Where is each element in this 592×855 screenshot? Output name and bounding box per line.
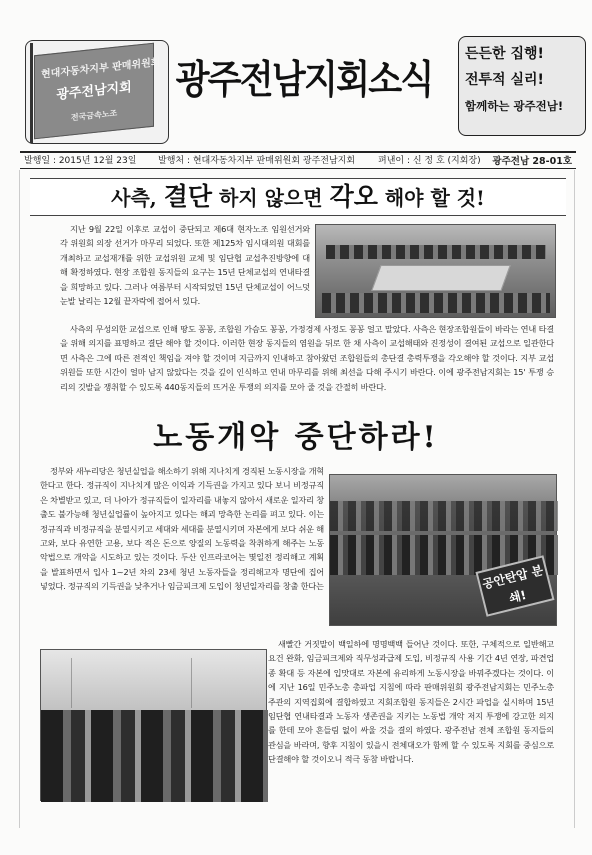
union-flag bbox=[34, 43, 161, 140]
flag-line-1: 현대자동차지부 판매위원회 bbox=[41, 57, 161, 81]
masthead bbox=[18, 34, 574, 144]
meeting-photo bbox=[315, 224, 556, 318]
slogan-2: 전투적 실리! bbox=[465, 72, 544, 88]
article-1-paragraph-1: 지난 9월 22일 이후로 교섭이 중단되고 제6대 현자노조 임원선거와 각 위원회 의장 선거가 마무리 되었다. 또한 제125차 임시대의원 대회를 개최하고 교섭재개를 위한 교섭위원 교체 및 임단협 교섭추진방향에 대해 확정하였다. 현장 조합원 동지들의 요구는 15년 단체교섭의 연내타결을 희망하고 있다. 그러나 여름부터 시작되었던 15년 단체교섭이 어느덧 눈발 날리는 12월 끝자락에 접어서 있다. bbox=[60, 224, 310, 307]
article-2-headline: 노동개악 중단하라! bbox=[153, 420, 439, 455]
headline-part-1: 사측, bbox=[111, 186, 157, 210]
article-1-paragraph-2: 사측의 무성의한 교섭으로 인해 땅도 꽁꽁, 조합원 가슴도 꽁꽁, 가정경제 사정도 꽁꽁 얼고 말았다. 사측은 현장조합원들이 바라는 연내 타결을 위해 의지를 표명하고 결단 해야 할 것이다. 이러한 현장 동지들의 염원을 뒤로 한 채 사측이 교섭해태와 진정성이 결여된 교섭으로 일관한다면 사측은 그에 따른 전적인 책임을 져야 할 것이며 지금까지 인내하고 참아왔던 조합원들의 총단결 총력투쟁을 각오해야 할 것이다. 지부 교섭위원들 또한 시간이 얼마 남지 않았다는 것을 깊이 인식하고 연내 마무리를 위해 최선을 다해 주시기 바란다. 이에 광주전남지회는 15' 투쟁 승리의 깃발을 쟁취할 수 있도록 440동지들의 뜨거운 투쟁의 의지를 모아 줄 것을 간절히 바란다. bbox=[60, 324, 554, 392]
pub-editor: 펴낸이 : 신 정 호 (지회장) bbox=[378, 156, 481, 166]
article-2-paragraph-2: 새빨간 거짓말이 백일하에 명명백백 들어난 것이다. 또한, 구체적으로 일반해고 요건 완화, 임금피크제와 직무성과급제 도입, 비정규직 사용 기간 4년 연장, 파견업종 확대 등 자본에 입맛대로 자본에 유리하게 노동시장을 바꿔주겠다는 것이다. 이에 지난 16일 민주노총 총파업 지침에 따라 판매위원회 광주전남지회는 민주노총 주관의 지역집회에 결합하였고 지회조합원 동지들은 2시간 파업을 실시하며 15년 임단협 연내타결과 노동자 생존권을 지키는 노동법 개악 저지 투쟁에 강고한 의지를 한데 모아 흔들림 없이 싸울 것을 결의 하였다. 광주전남 전체 조합원 동지들의 관심을 바라며, 향후 지침이 있을시 전체대오가 함께 할 수 있도록 지회를 중심으로 단결해야 할 것이오니 적극 동참 바랍니다. bbox=[268, 639, 554, 765]
street-march-photo bbox=[40, 649, 267, 801]
street-photo-tree bbox=[191, 658, 231, 708]
slogan-box bbox=[458, 36, 586, 136]
union-flag-logo bbox=[25, 40, 169, 144]
pub-issue-number: 광주전남 28-01호 bbox=[492, 156, 572, 167]
publication-info-bar bbox=[20, 151, 576, 169]
pub-date: 발행일 : 2015년 12월 23일 bbox=[24, 156, 137, 166]
article-2-paragraph-1: 정부와 새누리당은 청년실업을 해소하기 위해 지나치게 경직된 노동시장을 개혁한다고 한다. 정규직이 지나치게 많은 이익과 기득권을 가지고 있다 보니 비정규직은 차별받고 있고, 더 나아가 정규직들이 일자리를 내놓지 않아서 새로운 일자리 창출도 불가능해 청년실업률이 높아지고 있다는 해괴 망측한 논리를 펴고 있다. 이는 정규직과 비정규직을 분열시키고 세대와 세대를 분열시키며 자본에게 보다 쉬운 해고와, 보다 유연한 고용, 보다 적은 돈으로 양질의 노동력을 착취하게 해주는 노동 악법으로 개악을 시도하고 있는 것이다. 두산 인프라코어는 몇일전 정리해고 계획을 발표하면서 입사 1~2년 차의 23세 청년 노동자들을 정리해고자 명단에 집어 넣었다. 정규직의 기득권을 낮추거나 임금피크제 도입이 청년일자리를 창출 한다는 bbox=[40, 466, 324, 592]
slogan-3: 함께하는 광주전남! bbox=[465, 99, 564, 113]
flag-line-2: 광주전남지회 bbox=[56, 80, 132, 103]
rally-protest-sign: 공안탄압 분쇄! bbox=[475, 555, 554, 617]
meeting-photo-front-row bbox=[322, 293, 550, 313]
headline-part-5: 해야 할 것! bbox=[384, 186, 485, 210]
rally-photo-back-crowd bbox=[330, 501, 558, 531]
street-photo-marchers bbox=[41, 710, 268, 802]
meeting-photo-back-row bbox=[326, 245, 546, 259]
meeting-photo-table bbox=[371, 265, 510, 291]
street-photo-tree bbox=[71, 658, 111, 708]
headline-part-3: 하지 않으면 bbox=[219, 186, 323, 210]
pub-publisher: 발행처 : 현대자동차지부 판매위원회 광주전남지회 bbox=[158, 156, 356, 166]
flag-line-3: 전국금속노조 bbox=[70, 108, 118, 123]
article-1-headline bbox=[30, 178, 566, 216]
headline-part-2: 결단 bbox=[163, 182, 213, 211]
flag-pole bbox=[30, 43, 33, 143]
rally-photo bbox=[329, 474, 557, 626]
newsletter-title: 광주전남지회소식 bbox=[175, 58, 433, 103]
headline-part-4: 각오 bbox=[329, 182, 378, 211]
slogan-1: 든든한 집행! bbox=[465, 46, 544, 62]
